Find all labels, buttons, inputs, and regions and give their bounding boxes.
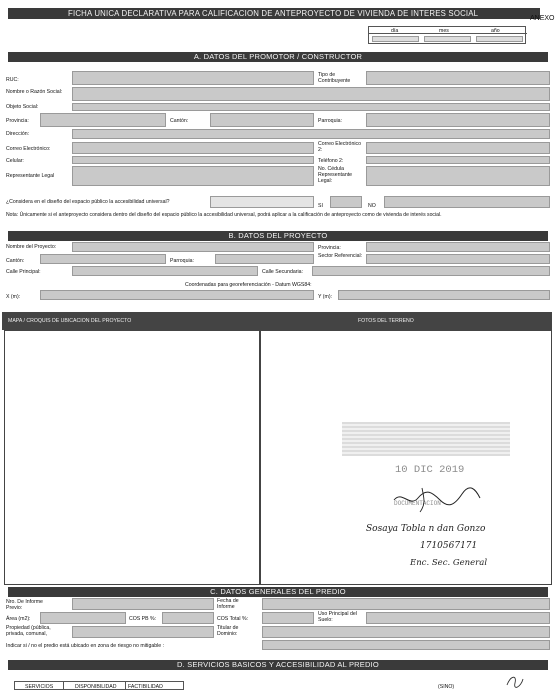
nombre-proyecto-field[interactable]: [72, 242, 314, 252]
form-title-bar: [8, 8, 540, 19]
nombre-razon-label: Nombre o Razón Social:: [6, 89, 63, 95]
mapa-area[interactable]: [4, 330, 260, 585]
cedula-field[interactable]: [366, 166, 550, 186]
section-d-title: D. SERVICIOS BASICOS Y ACCESIBILIDAD AL PREDIO: [177, 660, 379, 669]
calle-principal-label: Calle Principal:: [6, 269, 41, 275]
nro-informe-label: Nro. De Informe Previo:: [6, 599, 43, 611]
calle-principal-field[interactable]: [72, 266, 258, 276]
direccion-field[interactable]: [72, 129, 550, 139]
provincia-a-label: Provincia:: [6, 118, 29, 124]
nombre-proyecto-label: Nombre del Proyecto:: [6, 244, 57, 250]
parroquia-a-label: Parroquia:: [318, 118, 342, 124]
accesibilidad-q-field: [210, 196, 314, 208]
section-a-title: A. DATOS DEL PROMOTOR / CONSTRUCTOR: [193, 52, 363, 61]
celular-field[interactable]: [72, 156, 314, 164]
correo2-label: Correo Electrónico 2:: [318, 141, 361, 153]
date-day-label: día: [391, 28, 399, 34]
objeto-social-field[interactable]: [72, 103, 550, 111]
canton-b-label: Cantón:: [6, 258, 25, 264]
titular-field[interactable]: [262, 626, 550, 638]
y-field[interactable]: [338, 290, 550, 300]
provincia-b-field[interactable]: [366, 242, 550, 252]
nro-informe-field[interactable]: [72, 598, 214, 610]
stamp-seal: [342, 422, 510, 456]
fecha-informe-label: Fecha de Informe: [217, 598, 239, 610]
handwriting-line-2: 1710567171: [420, 541, 478, 551]
tipo-contribuyente-field[interactable]: [366, 71, 550, 85]
propiedad-label: Propiedad (pública, privada, comunal,: [6, 625, 51, 637]
riesgo-field[interactable]: [262, 640, 550, 650]
calle-secundaria-label: Calle Secundaria:: [262, 269, 303, 275]
propiedad-field[interactable]: [72, 626, 214, 638]
y-label: Y (m):: [318, 294, 333, 300]
direccion-label: Dirección:: [6, 131, 30, 137]
factibilidad-col: FACTIBILIDAD: [128, 684, 163, 690]
tipo-contribuyente-label: Tipo de Contribuyente: [318, 72, 351, 84]
x-label: X (m):: [6, 294, 21, 300]
stamp-sub: DOCUMENTACION: [394, 500, 441, 507]
celular-label: Celular:: [6, 158, 24, 164]
section-b-title: B. DATOS DEL PROYECTO: [228, 231, 328, 240]
section-a-bar: [8, 52, 548, 62]
date-year-field[interactable]: [476, 36, 523, 42]
canton-a-field[interactable]: [210, 113, 314, 127]
canton-a-label: Cantón:: [170, 118, 189, 124]
telefono2-field[interactable]: [366, 156, 550, 164]
coordenadas-label: Coordenadas para georeferenciación - Datum WGS84:: [185, 282, 312, 288]
cos-total-field[interactable]: [262, 612, 314, 624]
area-label: Área (m2):: [6, 616, 31, 622]
date-box: [368, 26, 526, 44]
ruc-label: RUC:: [6, 77, 19, 83]
provincia-b-label: Provincia:: [318, 245, 341, 251]
titular-label: Titular de Dominio:: [217, 625, 239, 637]
stamp-block: [340, 418, 510, 507]
objeto-social-label: Objeto Social:: [6, 104, 39, 110]
servicios-col: SERVICIOS: [25, 684, 54, 690]
fecha-informe-field[interactable]: [262, 598, 550, 610]
date-day-field[interactable]: [372, 36, 419, 42]
uso-principal-label: Uso Principal del Suelo:: [318, 611, 357, 623]
section-c-bar: [8, 587, 548, 597]
provincia-a-field[interactable]: [40, 113, 166, 127]
accesibilidad-note: Nota: Únicamente si el anteproyecto considera dentro del diseño del espacio público la accesibilidad universal, podrá aplicar a la calificación de anteproyecto como de vivienda de interés social.: [6, 212, 442, 218]
parroquia-b-field[interactable]: [215, 254, 314, 264]
handwriting-line-1: Sosaya Tobla n dan Gonzo: [366, 524, 486, 534]
servicios-header: [14, 681, 184, 690]
correo-label: Correo Electrónico:: [6, 146, 51, 152]
telefono2-label: Teléfono 2:: [318, 158, 344, 164]
handwriting-line-3: Enc. Sec. General: [410, 558, 488, 568]
no-label: NO: [368, 203, 376, 209]
no-checkbox[interactable]: [384, 196, 550, 208]
parroquia-a-field[interactable]: [366, 113, 550, 127]
cos-total-label: COS Total %:: [217, 616, 249, 622]
correo2-field[interactable]: [366, 142, 550, 154]
sector-label: Sector Referencial:: [318, 253, 363, 259]
fotos-label: FOTOS DEL TERRENO: [358, 318, 414, 324]
riesgo-label: Indicar si / no el predio está ubicado en zona de riesgo no mitigable :: [6, 643, 165, 649]
section-c-title: C. DATOS GENERALES DEL PREDIO: [210, 587, 346, 596]
ruc-field[interactable]: [72, 71, 314, 85]
accesibilidad-question: ¿Considera en el diseño del espacio público la accesibilidad universal?: [6, 199, 170, 205]
stamp-date: 10 DIC 2019: [395, 464, 465, 476]
section-b-bar: [8, 231, 548, 241]
date-month-label: mes: [439, 28, 449, 34]
annex-label: ANEXO: [530, 15, 555, 22]
correo-field[interactable]: [72, 142, 314, 154]
section-d-bar: [8, 660, 548, 670]
cos-pb-field[interactable]: [162, 612, 214, 624]
x-field[interactable]: [40, 290, 314, 300]
date-year-label: año: [491, 28, 500, 34]
date-month-field[interactable]: [424, 36, 471, 42]
disponibilidad-col: DISPONIBILIDAD: [75, 684, 117, 690]
representante-label: Representante Legal: [6, 173, 55, 179]
initial-mark: [505, 673, 525, 689]
parroquia-b-label: Parroquia:: [170, 258, 194, 264]
mapa-label: MAPA / CROQUIS DE UBICACION DEL PROYECTO: [8, 318, 132, 324]
area-field[interactable]: [40, 612, 126, 624]
representante-field[interactable]: [72, 166, 314, 186]
cos-pb-label: COS PB %:: [129, 616, 157, 622]
sector-field[interactable]: [366, 254, 550, 264]
signature: [392, 484, 482, 514]
canton-b-field[interactable]: [40, 254, 166, 264]
si-checkbox[interactable]: [330, 196, 362, 208]
sino-label: (SINO): [438, 684, 455, 690]
uso-principal-field[interactable]: [366, 612, 550, 624]
cedula-label: No. Cédula Representante Legal:: [318, 166, 353, 184]
nombre-razon-field[interactable]: [72, 87, 550, 101]
si-label: SI: [318, 203, 323, 209]
form-title: FICHA UNICA DECLARATIVA PARA CALIFICACION DE ANTEPROYECTO DE VIVIENDA DE INTERES SOCIAL: [68, 9, 479, 18]
calle-secundaria-field[interactable]: [312, 266, 550, 276]
